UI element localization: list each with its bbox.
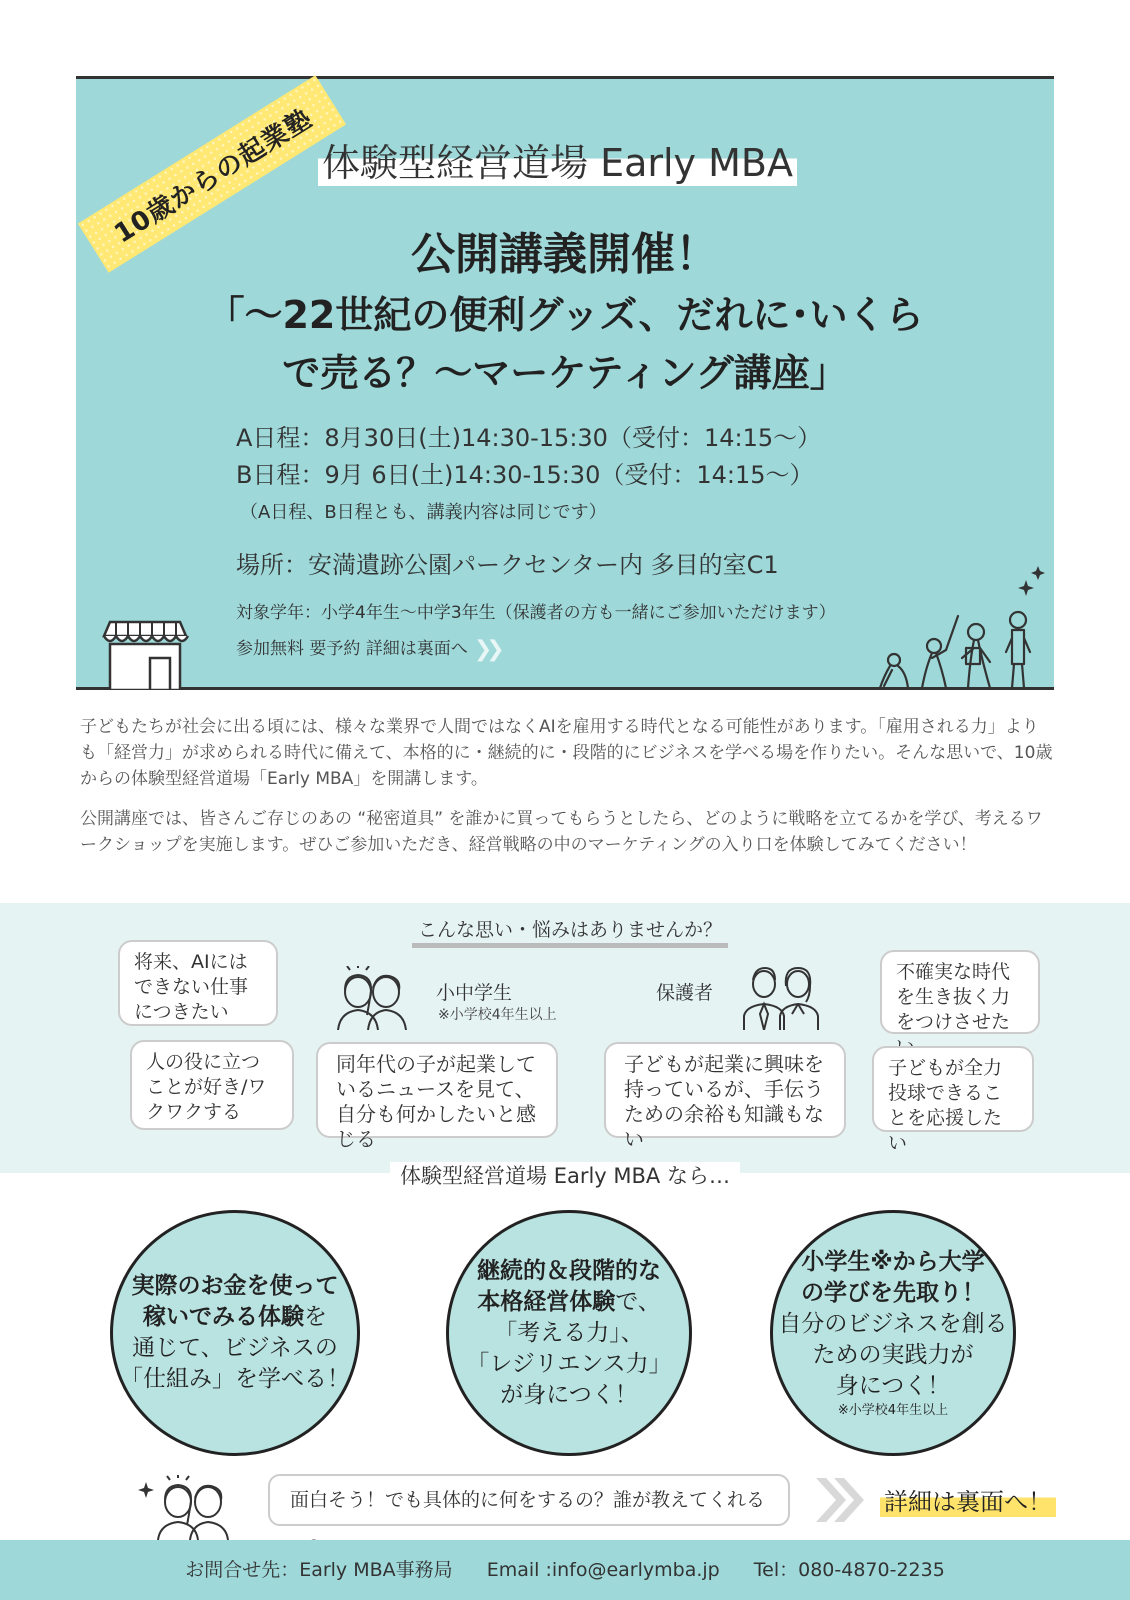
benefit-note: ※小学校4年生以上 (837, 1402, 949, 1418)
concerns-title: こんな思い・悩みはありませんか？ (412, 916, 728, 948)
shop-icon (100, 618, 190, 690)
benefit-text: が身につく！ (500, 1381, 638, 1408)
kids-icon (138, 1468, 238, 1540)
kids-note: ※小学校4年生以上 (438, 1007, 557, 1023)
benefit-text: 「仕組み」を学べる！ (120, 1366, 350, 1392)
free-entry (236, 634, 499, 662)
benefit-text: 自分のビジネスを創る (778, 1310, 1008, 1337)
intro-paragraph-1: 子どもたちが社会に出る頃には、様々な業界で人間ではなくAIを雇用する時代となる可能性があります。「雇用される力」よりも「経営力」が求められる時代に備えて、本格的に・継続的に・段階的にビジネスを学べる場を作りたい。そんな思いで、10歳からの体験型経営道場「Early MBA」を開講します。 (80, 717, 1053, 789)
target-grade: 対象学年：小学4年生～中学3年生（保護者の方も一緒にご参加いただけます） (236, 603, 836, 623)
benefit-text: 稼いでみる体験 (143, 1304, 304, 1330)
hero-theme (76, 286, 1054, 402)
intro-paragraph-2: 公開講座では、皆さんご存じのあの “秘密道具” を誰かに買ってもらうとしたら、どのように戦略を立てるかを学び、考えるワークショップを実施します。ぜひご参加いただき、経営戦略の中のマーケティングの入り口を体験してみてください！ (80, 809, 1043, 855)
benefit-text: 「考える力」、 (494, 1319, 644, 1346)
kids-icon (334, 966, 412, 1030)
free-entry-text: 参加無料 要予約 詳細は裏面へ (236, 639, 468, 659)
schedule-a: A日程：8月30日(土)14:30-15:30（受付：14:15～） (236, 424, 822, 452)
speech-bubble: 将来、AIにはできない仕事につきたい (118, 940, 278, 1026)
hero-subtitle: 体験型経営道場 Early MBA (318, 140, 797, 186)
speech-bubble: 同年代の子が起業しているニュースを見て、自分も何かしたいと感じる (316, 1042, 558, 1138)
benefit-text: 「レジリエンス力」 (466, 1350, 672, 1377)
speech-bubble: 子どもが全力投球できることを応援したい (872, 1046, 1034, 1132)
age-tag: 10歳からの起業塾 (78, 75, 346, 273)
sparkle-icon (138, 1482, 154, 1498)
footer-tel: Tel：080-4870-2235 (753, 1559, 945, 1581)
schedule-note: （A日程、B日程とも、講義内容は同じです） (240, 502, 607, 523)
parents-icon (742, 964, 822, 1030)
benefit-text: 身につく！ (835, 1372, 951, 1399)
question-bubble: 面白そう！でも具体的に何をするの？誰が教えてくれる (268, 1474, 790, 1526)
speech-bubble: 子どもが起業に興味を持っているが、手伝うための余裕も知識もない (604, 1042, 846, 1138)
benefit-text: 小学生※から大学 (801, 1248, 985, 1275)
kids-label: 小中学生 (436, 982, 513, 1004)
benefit-text: 実際のお金を使って (131, 1273, 339, 1299)
benefit-text: を (304, 1304, 327, 1330)
footer-email: Email :info@earlymba.jp (486, 1559, 720, 1581)
chevron-icon (812, 1474, 868, 1526)
benefit-text: 本格経営体験 (477, 1288, 616, 1315)
benefit-circle-3 (770, 1210, 1016, 1456)
benefit-text: ための実践力が (812, 1341, 974, 1368)
benefit-text: 継続的＆段階的な (477, 1257, 661, 1284)
schedule-b: B日程：9月 6日(土)14:30-15:30（受付：14:15～） (236, 461, 814, 489)
concerns-bottom (0, 1160, 1130, 1190)
concerns-bottom-text: 体験型経営道場 Early MBA なら… (390, 1162, 740, 1190)
benefit-text: の学びを先取り！ (801, 1279, 985, 1306)
parent-label: 保護者 (656, 982, 714, 1004)
hero-theme-line2: で売る？～マーケティング講座」 (282, 351, 848, 395)
benefit-text: 通じて、ビジネスの (132, 1335, 338, 1361)
chevron-icon: ❯❯ (473, 636, 499, 662)
hero-theme-line1: 「～22世紀の便利グッズ、だれに･いくら (206, 293, 924, 337)
see-back-text: 詳細は裏面へ！ (880, 1482, 1056, 1517)
benefit-circle-2 (446, 1210, 692, 1456)
evolution-icon (876, 560, 1056, 690)
speech-bubble: 不確実な時代を生き抜く力をつけさせた (880, 950, 1040, 1034)
speech-bubble: 人の役に立つことが好き/ワクワクする (130, 1040, 294, 1130)
benefit-circle-1 (110, 1210, 360, 1456)
place: 場所：安満遺跡公園パークセンター内 多目的室C1 (236, 551, 779, 579)
benefit-text: で、 (615, 1288, 661, 1315)
footer-contact: お問合せ先：Early MBA事務局 (185, 1559, 453, 1581)
footer (0, 1540, 1130, 1600)
hero-title: 公開講義開催！ (411, 229, 719, 280)
